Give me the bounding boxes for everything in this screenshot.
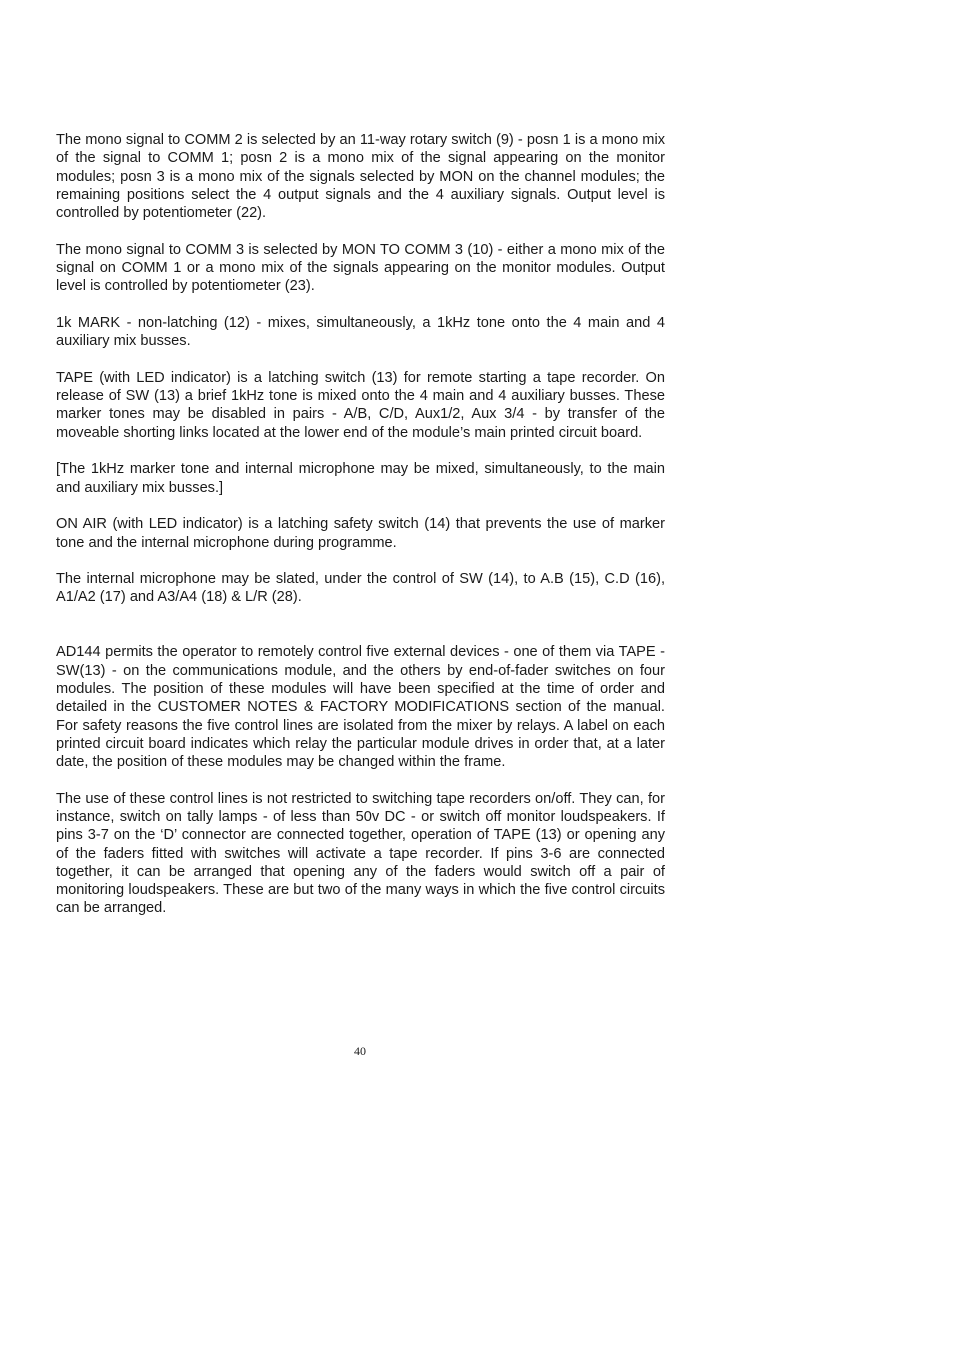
page-number: 40 xyxy=(354,1044,366,1058)
paragraph-slate: The internal microphone may be slated, under the control of SW (14), to A.B (15), C.D (16), A1/A2 (17) and A3/A4 (18) & L/R (28). xyxy=(56,571,665,606)
paragraph-tape: TAPE (with LED indicator) is a latching switch (13) for remote starting a tape recorder. On release of SW (13) a brief 1kHz tone is mixed onto the 4 main and 4 auxiliary busses. These marker tones may be disabled in pairs - A/B, C/D, Aux1/2, Aux 3/4 - by transfer of the moveable shorting links located at the lower end of the module’s main printed circuit board. xyxy=(56,369,665,441)
paragraph-comm3: The mono signal to COMM 3 is selected by MON TO COMM 3 (10) - either a mono mix of the signal on COMM 1 or a mono mix of the signals appearing on the monitor modules. Output level is controlled by potentiometer (23). xyxy=(56,241,665,295)
paragraph-remote-control: AD144 permits the operator to remotely control five external devices - one of them via TAPE - SW(13) - on the communications module, and the others by end-of-fader switches on four modules. The position of these modules will have been specified at the time of order and detailed in the CUSTOMER NOTES & FACTORY MODIFICATIONS section of the manual. For safety reasons the five control lines are isolated from the mixer by relays. A label on each printed circuit board indicates which relay the particular module drives in order that, at a later date, the position of these modules may be changed within the frame. xyxy=(56,644,665,771)
paragraph-marker-note: [The 1kHz marker tone and internal microphone may be mixed, simultaneously, to the main and auxiliary mix busses.] xyxy=(56,461,665,496)
paragraph-1k-mark: 1k MARK - non-latching (12) - mixes, simultaneously, a 1kHz tone onto the 4 main and 4 auxiliary mix busses. xyxy=(56,314,665,350)
body-text xyxy=(56,131,665,936)
paragraph-control-lines: The use of these control lines is not restricted to switching tape recorders on/off. They can, for instance, switch on tally lamps - of less than 50v DC - or switch off monitor loudspeakers. If pins 3-7 on the ‘D’ connector are connected together, operation of TAPE (13) or opening any of the faders fitted with switches will activate a tape recorder. If pins 3-6 are connected together, it can be arranged that opening any of the faders would switch off a pair of monitoring loudspeakers. These are but two of the many ways in which the five control circuits can be arranged. xyxy=(56,790,665,917)
paragraph-on-air: ON AIR (with LED indicator) is a latching safety switch (14) that prevents the use of marker tone and the internal microphone during programme. xyxy=(56,516,665,551)
paragraph-comm2: The mono signal to COMM 2 is selected by an 11-way rotary switch (9) - posn 1 is a mono mix of the signal to COMM 1; posn 2 is a mono mix of the signal appearing on the monitor modules; posn 3 is a mono mix of the signals selected by MON on the channel modules; the remaining positions select the 4 output signals and the 4 auxiliary signals. Output level is controlled by potentiometer (22). xyxy=(56,132,665,222)
